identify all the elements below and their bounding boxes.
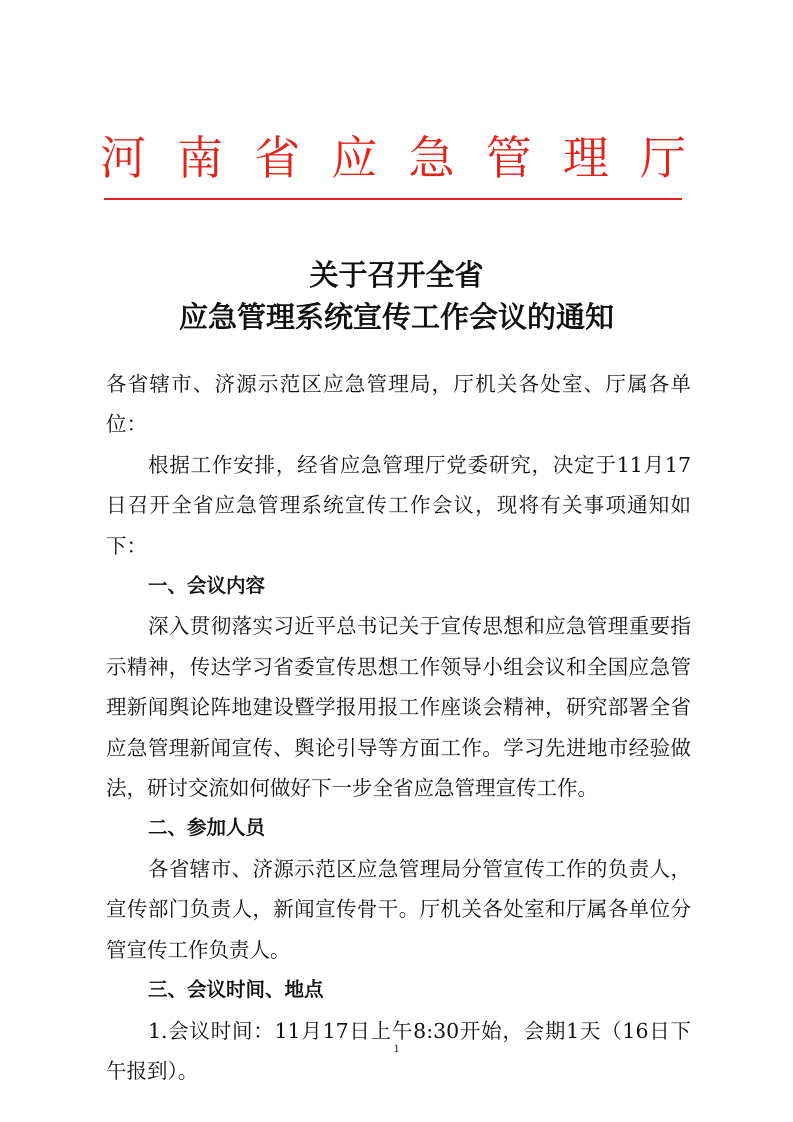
masthead-char: 南 <box>177 131 224 185</box>
section-paragraph-2: 各省辖市、济源示范区应急管理局分管宣传工作的负责人，宣传部门负责人，新闻宣传骨干。厅机关各处室和厅属各单位分管宣传工作负责人。 <box>106 856 691 962</box>
section-heading-3: 三、会议时间、地点 <box>148 978 324 1002</box>
document-title-line-1: 关于召开全省 <box>309 258 484 292</box>
masthead-char: 理 <box>562 131 609 185</box>
page-number: 1 <box>393 1041 400 1055</box>
masthead-char: 急 <box>408 131 455 185</box>
masthead-char: 河 <box>100 131 146 185</box>
masthead-char: 管 <box>485 131 532 185</box>
masthead-char: 应 <box>331 131 378 185</box>
section-paragraph-3: 1.会议时间：11月17日上午8:30开始，会期1天（16日下午报到）。 <box>106 1018 691 1083</box>
section-paragraph-1: 深入贯彻落实习近平总书记关于宣传思想和应急管理重要指示精神，传达学习省委宣传思想工作领导小组会议和全国应急管理新闻舆论阵地建设暨学报用报工作座谈会精神，研究部署全省应急管理新闻宣传、舆论引导等方面工作。学习先进地市经验做法，研讨交流如何做好下一步全省应急管理宣传工作。 <box>106 614 691 801</box>
document-body <box>106 364 691 1091</box>
masthead-char: 厅 <box>639 131 686 185</box>
red-divider <box>104 198 682 200</box>
salutation: 各省辖市、济源示范区应急管理局，厅机关各处室、厅属各单位： <box>106 372 691 437</box>
section-heading-1: 一、会议内容 <box>148 574 266 598</box>
masthead <box>100 128 686 188</box>
masthead-char: 省 <box>254 131 301 185</box>
section-heading-2: 二、参加人员 <box>148 816 266 840</box>
document-title-line-2: 应急管理系统宣传工作会议的通知 <box>178 300 614 334</box>
intro-paragraph: 根据工作安排，经省应急管理厅党委研究，决定于11月17日召开全省应急管理系统宣传工作会议，现将有关事项通知如下： <box>106 452 691 558</box>
